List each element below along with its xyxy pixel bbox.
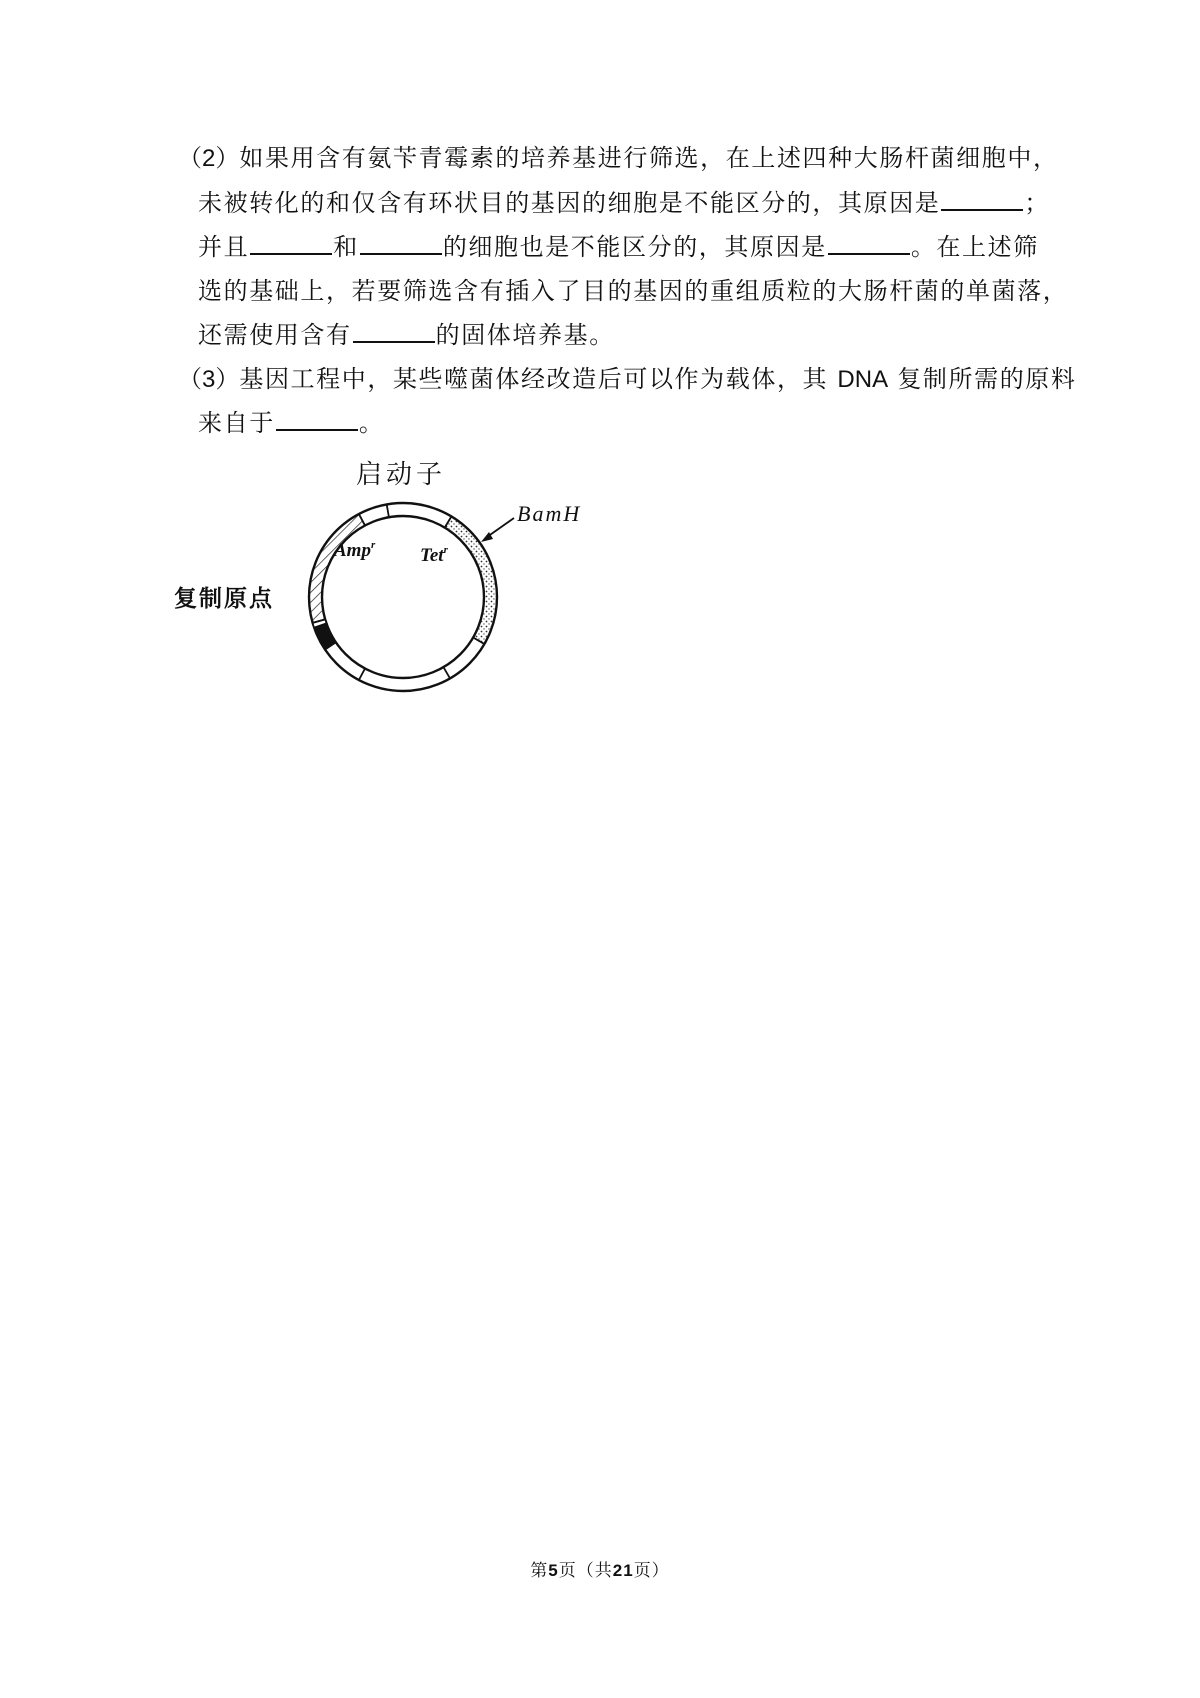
q2-text-5a: 还需使用含有 [198, 321, 352, 349]
q2-line-1 [178, 141, 1059, 176]
answer-blank-5[interactable] [353, 319, 435, 343]
q2-text-3c: 的细胞也是不能区分的，其原因是 [442, 233, 827, 261]
q3-dna: DNA [837, 366, 889, 393]
tet-superscript: r [443, 544, 448, 556]
q2-text-2b: ； [1024, 189, 1051, 217]
q2-text-3b: 和 [333, 233, 359, 261]
q2-text-3d: 。在上述筛 [910, 233, 1039, 261]
amp-label-group [333, 539, 376, 561]
q2-line-2 [198, 186, 1050, 220]
segment-divider [359, 669, 365, 680]
q3-text-2b: 。 [358, 409, 385, 437]
promoter-label: 启动子 [356, 460, 447, 490]
footer-middle: 页（共 [558, 1561, 613, 1581]
origin-region [314, 623, 336, 649]
page-footer [0, 1556, 1200, 1581]
plasmid-diagram [174, 460, 660, 755]
answer-blank-6[interactable] [276, 407, 358, 431]
q3-line-1 [178, 362, 1077, 397]
answer-blank-1[interactable] [941, 187, 1023, 211]
bamh-arrow-line [487, 518, 514, 537]
q3-text-2a: 来自于 [198, 409, 275, 437]
amp-superscript: r [370, 539, 376, 551]
amp-region [309, 514, 365, 623]
answer-blank-4[interactable] [828, 231, 910, 255]
q2-text-1: 如果用含有氨苄青霉素的培养基进行筛选，在上述四种大肠杆菌细胞中， [239, 144, 1059, 172]
amp-label: Amp [334, 540, 371, 561]
footer-total-pages: 21 [612, 1561, 634, 1580]
bamh-label: BamH [517, 501, 582, 526]
q3-number: （3） [178, 366, 240, 393]
answer-blank-2[interactable] [250, 231, 332, 255]
q2-line-4 [198, 274, 1068, 308]
q3-text-1b: 复制所需的原料 [897, 365, 1077, 393]
segment-divider [387, 504, 389, 517]
footer-suffix: 页） [633, 1561, 670, 1581]
origin-label: 复制原点 [174, 586, 274, 612]
q3-text-1a: 基因工程中，某些噬菌体经改造后可以作为载体，其 [239, 365, 829, 393]
tet-label-group [420, 544, 449, 566]
q2-number: （2） [178, 145, 240, 172]
segment-divider [444, 667, 451, 678]
q2-text-2a: 未被转化的和仅含有环状目的基因的细胞是不能区分的，其原因是 [198, 189, 941, 217]
q2-line-3 [198, 230, 1039, 264]
answer-blank-3[interactable] [360, 231, 442, 255]
q2-text-3a: 并且 [198, 233, 250, 261]
q2-line-5 [198, 318, 615, 352]
q3-line-2 [198, 406, 384, 440]
q2-text-5b: 的固体培养基。 [435, 321, 615, 349]
q2-text-4: 选的基础上，若要筛选含有插入了目的基因的重组质粒的大肠杆菌的单菌落， [198, 277, 1069, 305]
footer-page-number: 5 [548, 1561, 559, 1580]
tet-label: Tet [420, 545, 444, 566]
footer-prefix: 第 [530, 1561, 549, 1581]
